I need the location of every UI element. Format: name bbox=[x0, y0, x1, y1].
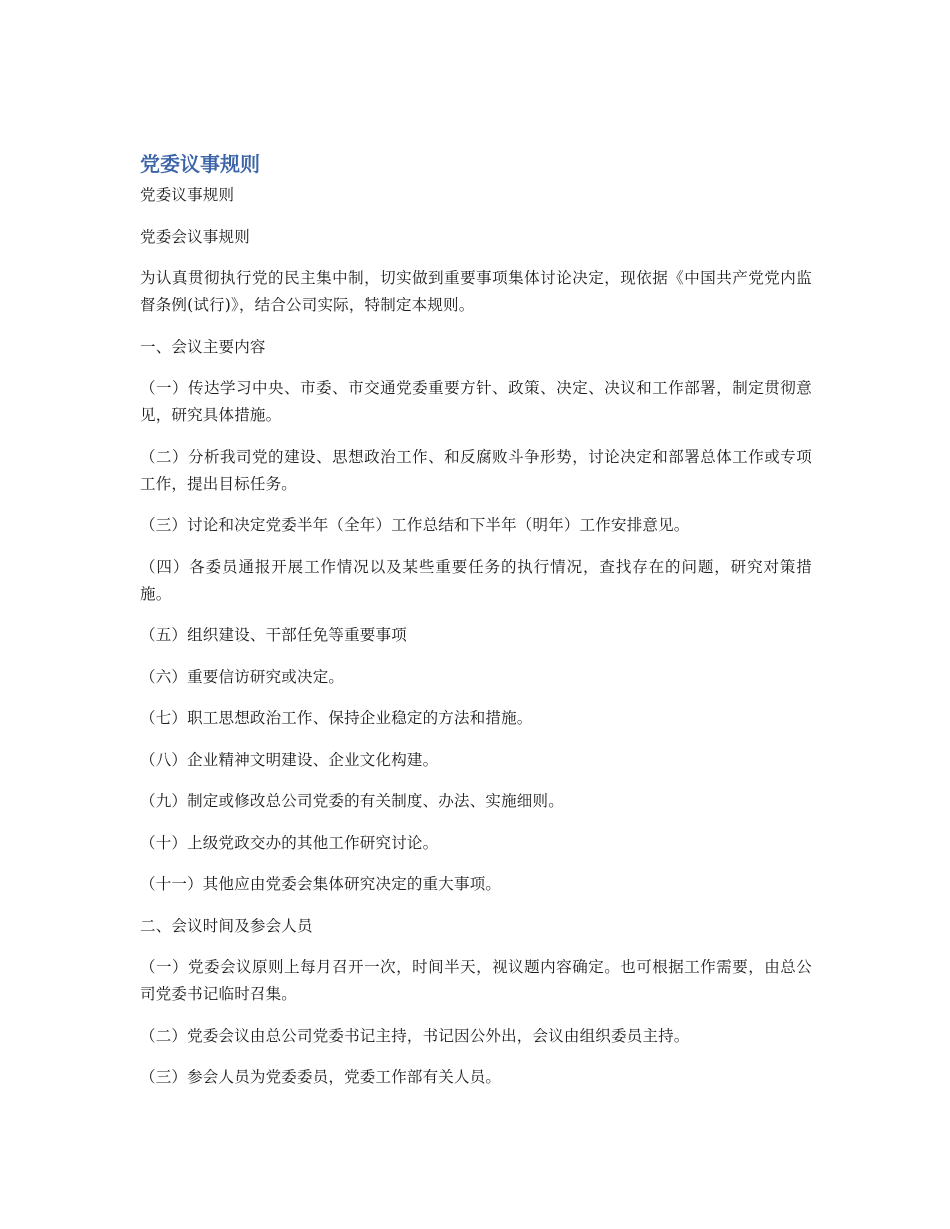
list-item: （九）制定或修改总公司党委的有关制度、办法、实施细则。 bbox=[140, 792, 564, 810]
paragraph-subtitle: 党委议事规则 bbox=[140, 186, 235, 204]
document-heading: 党委议事规则 bbox=[140, 152, 260, 176]
list-item: （十）上级党政交办的其他工作研究讨论。 bbox=[140, 833, 439, 852]
paragraph-preamble: 为认真贯彻执行党的民主集中制，切实做到重要事项集体讨论决定，现依据《中国共产党党内监督条例(试行)》，结合公司实际，特制定本规则。 bbox=[140, 269, 812, 314]
list-item: （七）职工思想政治工作、保持企业稳定的方法和措施。 bbox=[140, 709, 533, 727]
section-heading-meeting-content: 一、会议主要内容 bbox=[140, 337, 266, 356]
list-item: （三）参会人员为党委委员，党委工作部有关人员。 bbox=[140, 1068, 502, 1086]
list-item: （二）党委会议由总公司党委书记主持，书记因公外出，会议由组织委员主持。 bbox=[140, 1026, 690, 1045]
document-page bbox=[140, 150, 812, 1106]
list-item: （十一）其他应由党委会集体研究决定的重大事项。 bbox=[140, 875, 502, 893]
list-item: （一）党委会议原则上每月召开一次，时间半天，视议题内容确定。也可根据工作需要，由总公司党委书记临时召集。 bbox=[140, 958, 812, 1003]
list-item: （二）分析我司党的建设、思想政治工作、和反腐败斗争形势，讨论决定和部署总体工作或专项工作，提出目标任务。 bbox=[140, 447, 812, 493]
list-item: （一）传达学习中央、市委、市交通党委重要方针、政策、决定、决议和工作部署，制定贯彻意见，研究具体措施。 bbox=[140, 379, 812, 424]
list-item: （五）组织建设、干部任免等重要事项 bbox=[140, 626, 407, 644]
list-item: （八）企业精神文明建设、企业文化构建。 bbox=[140, 750, 439, 769]
list-item: （四）各委员通报开展工作情况以及某些重要任务的执行情况，查找存在的问题，研究对策措施。 bbox=[140, 557, 812, 603]
paragraph-rules-title: 党委会议事规则 bbox=[140, 227, 250, 246]
list-item: （三）讨论和决定党委半年（全年）工作总结和下半年（明年）工作安排意见。 bbox=[140, 516, 690, 534]
list-item: （六）重要信访研究或决定。 bbox=[140, 667, 345, 686]
section-heading-meeting-time: 二、会议时间及参会人员 bbox=[140, 916, 313, 935]
